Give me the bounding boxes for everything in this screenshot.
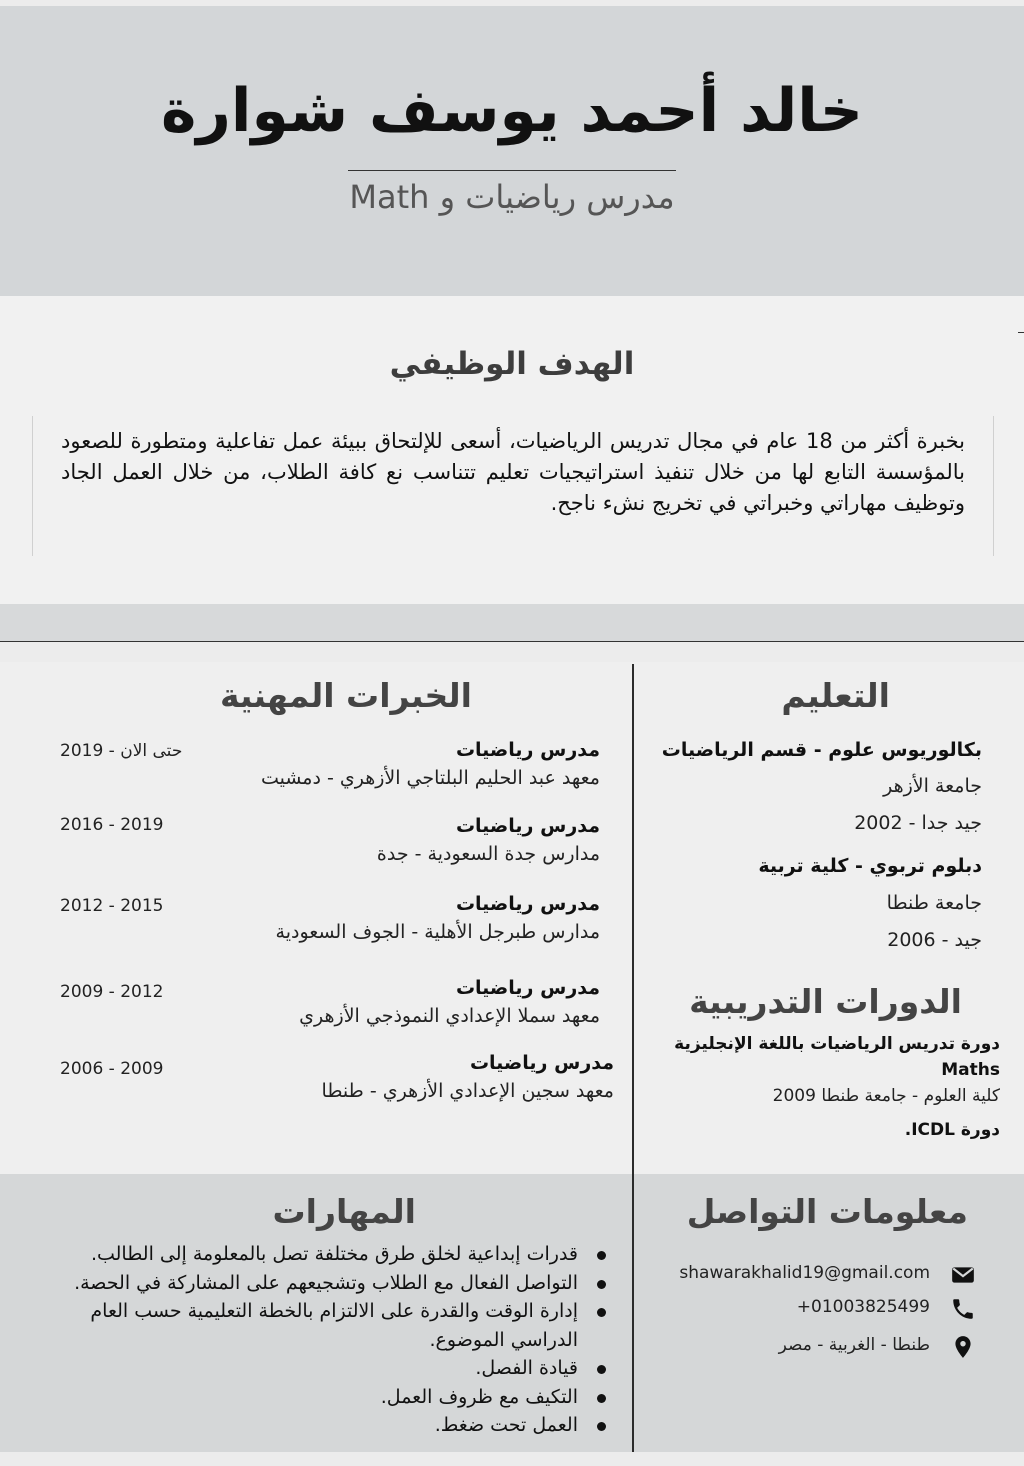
objective-strip <box>0 604 1024 642</box>
objective-box <box>32 416 994 556</box>
contact-title: معلومات التواصل <box>686 1192 968 1231</box>
job-role: مدرس رياضيات <box>455 815 600 837</box>
contact-address-row <box>656 1334 976 1364</box>
skill-item: العمل تحت ضغط. <box>18 1411 578 1440</box>
course-institution: كلية العلوم - جامعة طنطا 2009 <box>772 1086 1000 1106</box>
education-school: جامعة الأزهر <box>883 775 982 797</box>
bullet-icon <box>597 1394 606 1403</box>
job-place: مدارس طبرجل الأهلية - الجوف السعودية <box>275 921 600 943</box>
skills-title: المهارات <box>272 1192 416 1231</box>
section-divider <box>0 641 1024 642</box>
course-subject: Maths <box>941 1060 1000 1080</box>
education-degree: دبلوم تربوي - كلية تربية <box>758 855 982 877</box>
course-icdl: دورة ICDL. <box>904 1120 1000 1140</box>
bullet-icon <box>597 1308 606 1317</box>
skill-item: قدرات إبداعية لخلق طرق مختلفة تصل بالمعلومة إلى الطالب. <box>18 1240 578 1269</box>
objective-title: الهدف الوظيفي <box>389 346 635 382</box>
skill-item: إدارة الوقت والقدرة على الالتزام بالخطة التعليمية حسب العام الدراسي الموضوع. <box>18 1297 578 1354</box>
phone-icon <box>950 1296 976 1322</box>
job-date: 2016 - 2019 <box>60 815 164 835</box>
job-role: مدرس رياضيات <box>455 893 600 915</box>
column-divider <box>632 664 634 1452</box>
bullet-icon <box>597 1365 606 1374</box>
job-title: مدرس رياضيات و Math <box>349 178 675 216</box>
contact-phone-row <box>656 1296 976 1326</box>
education-grade: جيد - 2006 <box>887 929 982 951</box>
education-grade: جيد جدا - 2002 <box>854 812 982 834</box>
objective-text: بخبرة أكثر من 18 عام في مجال تدريس الرياضيات، أسعى للإلتحاق ببيئة عمل تفاعلية ومتطورة للصعود بالمؤسسة التابع لها من خلال تنفيذ استراتيجيات تعليم تتناسب نع كافة الطلاب، من خلال العمل الجاد وتوظيف مهاراتي وخبراتي في تخريج نشء ناجح. <box>61 429 966 515</box>
job-date: 2012 - 2015 <box>60 896 164 916</box>
bullet-icon <box>597 1280 606 1289</box>
job-place: معهد عبد الحليم البلتاجي الأزهري - دمشيت <box>260 767 600 789</box>
name-divider <box>348 170 676 171</box>
skill-item: التكيف مع ظروف العمل. <box>18 1383 578 1412</box>
bullet-icon <box>597 1251 606 1260</box>
contact-phone[interactable]: +01003825499 <box>796 1297 930 1317</box>
bullet-icon <box>597 1422 606 1431</box>
job-date: 2006 - 2009 <box>60 1059 164 1079</box>
header-banner <box>0 6 1024 296</box>
skill-item: التواصل الفعال مع الطلاب وتشجيعهم على المشاركة في الحصة. <box>18 1269 578 1298</box>
education-degree: بكالوريوس علوم - قسم الرياضيات <box>661 739 982 761</box>
job-place: معهد سملا الإعدادي النموذجي الأزهري <box>299 1005 600 1027</box>
education-school: جامعة طنطا <box>886 892 982 914</box>
objective-section <box>0 296 1024 604</box>
location-pin-icon <box>950 1334 976 1360</box>
job-date: 2009 - 2012 <box>60 982 164 1002</box>
education-title: التعليم <box>781 676 890 715</box>
contact-address: طنطا - الغربية - مصر <box>778 1335 930 1355</box>
job-role: مدرس رياضيات <box>469 1052 614 1074</box>
edge-tick <box>1018 332 1024 333</box>
job-place: مدارس جدة السعودية - جدة <box>376 843 600 865</box>
contact-email-row <box>656 1262 976 1292</box>
job-date: حتى الان - 2019 <box>60 741 183 761</box>
experience-title: الخبرات المهنية <box>219 676 472 715</box>
courses-title: الدورات التدريبية <box>689 982 962 1021</box>
skills-list <box>18 1240 578 1440</box>
job-role: مدرس رياضيات <box>455 977 600 999</box>
skill-item: قيادة الفصل. <box>18 1354 578 1383</box>
person-name: خالد أحمد يوسف شوارة <box>160 76 864 146</box>
contact-email[interactable]: shawarakhalid19@gmail.com <box>679 1263 930 1283</box>
job-role: مدرس رياضيات <box>455 739 600 761</box>
envelope-icon <box>950 1262 976 1288</box>
job-place: معهد سجين الإعدادي الأزهري - طنطا <box>321 1080 614 1102</box>
course-name: دورة تدريس الرياضيات باللغة الإنجليزية <box>674 1034 1000 1054</box>
